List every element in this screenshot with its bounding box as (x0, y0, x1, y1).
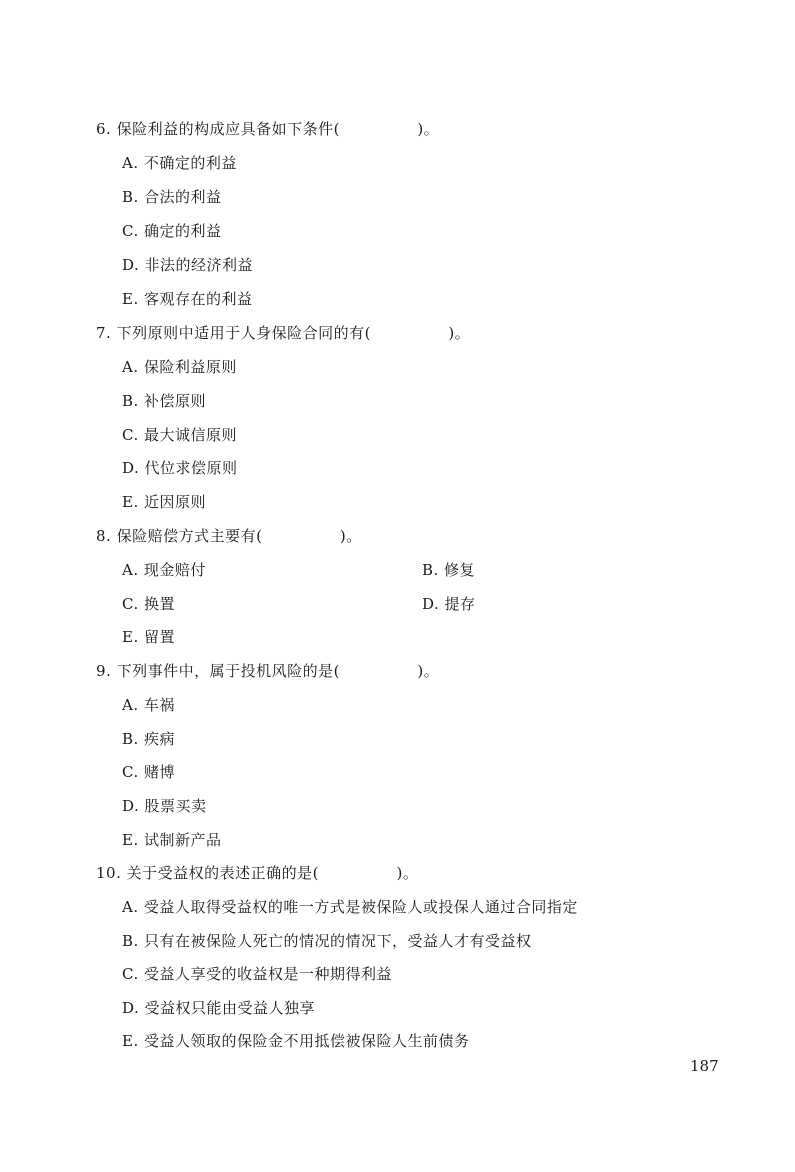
question-6-option-e: E. 客观存在的利益 (122, 290, 253, 308)
question-6-stem: 6. 保险利益的构成应具备如下条件( )。 (96, 120, 440, 138)
question-7-option-c: C. 最大诚信原则 (122, 426, 237, 444)
question-7-option-e: E. 近因原则 (122, 493, 206, 511)
question-6-option-d: D. 非法的经济利益 (122, 256, 254, 274)
question-6-option-c: C. 确定的利益 (122, 222, 222, 240)
question-8-option-b: B. 修复 (422, 561, 476, 579)
question-8-stem: 8. 保险赔偿方式主要有( )。 (96, 527, 362, 545)
question-7-option-b: B. 补偿原则 (122, 392, 207, 410)
page-number: 187 (690, 1057, 719, 1075)
question-7-option-a: A. 保险利益原则 (122, 358, 237, 376)
question-6-option-a: A. 不确定的利益 (122, 154, 237, 172)
question-9-option-c: C. 赌博 (122, 763, 175, 781)
question-9-option-d: D. 股票买卖 (122, 797, 207, 815)
question-10-stem: 10. 关于受益权的表述正确的是( )。 (96, 864, 419, 882)
question-9-option-a: A. 车祸 (122, 696, 175, 714)
question-7-option-d: D. 代位求偿原则 (122, 459, 238, 477)
question-10-option-e: E. 受益人领取的保险金不用抵偿被保险人生前债务 (122, 1032, 470, 1050)
question-9-stem: 9. 下列事件中，属于投机风险的是( )。 (96, 662, 440, 680)
question-7-stem: 7. 下列原则中适用于人身保险合同的有( )。 (96, 324, 471, 342)
question-10-option-d: D. 受益权只能由受益人独享 (122, 999, 316, 1017)
question-9-option-b: B. 疾病 (122, 730, 176, 748)
question-10-option-c: C. 受益人享受的收益权是一种期得利益 (122, 965, 392, 983)
question-8-option-d: D. 提存 (422, 595, 476, 613)
question-9-option-e: E. 试制新产品 (122, 831, 222, 849)
question-10-option-a: A. 受益人取得受益权的唯一方式是被保险人或投保人通过合同指定 (122, 898, 578, 916)
question-8-option-e: E. 留置 (122, 628, 175, 646)
question-6-option-b: B. 合法的利益 (122, 188, 222, 206)
question-8-option-c: C. 换置 (122, 595, 175, 613)
question-8-option-a: A. 现金赔付 (122, 561, 206, 579)
question-10-option-b: B. 只有在被保险人死亡的情况的情况下，受益人才有受益权 (122, 932, 532, 950)
